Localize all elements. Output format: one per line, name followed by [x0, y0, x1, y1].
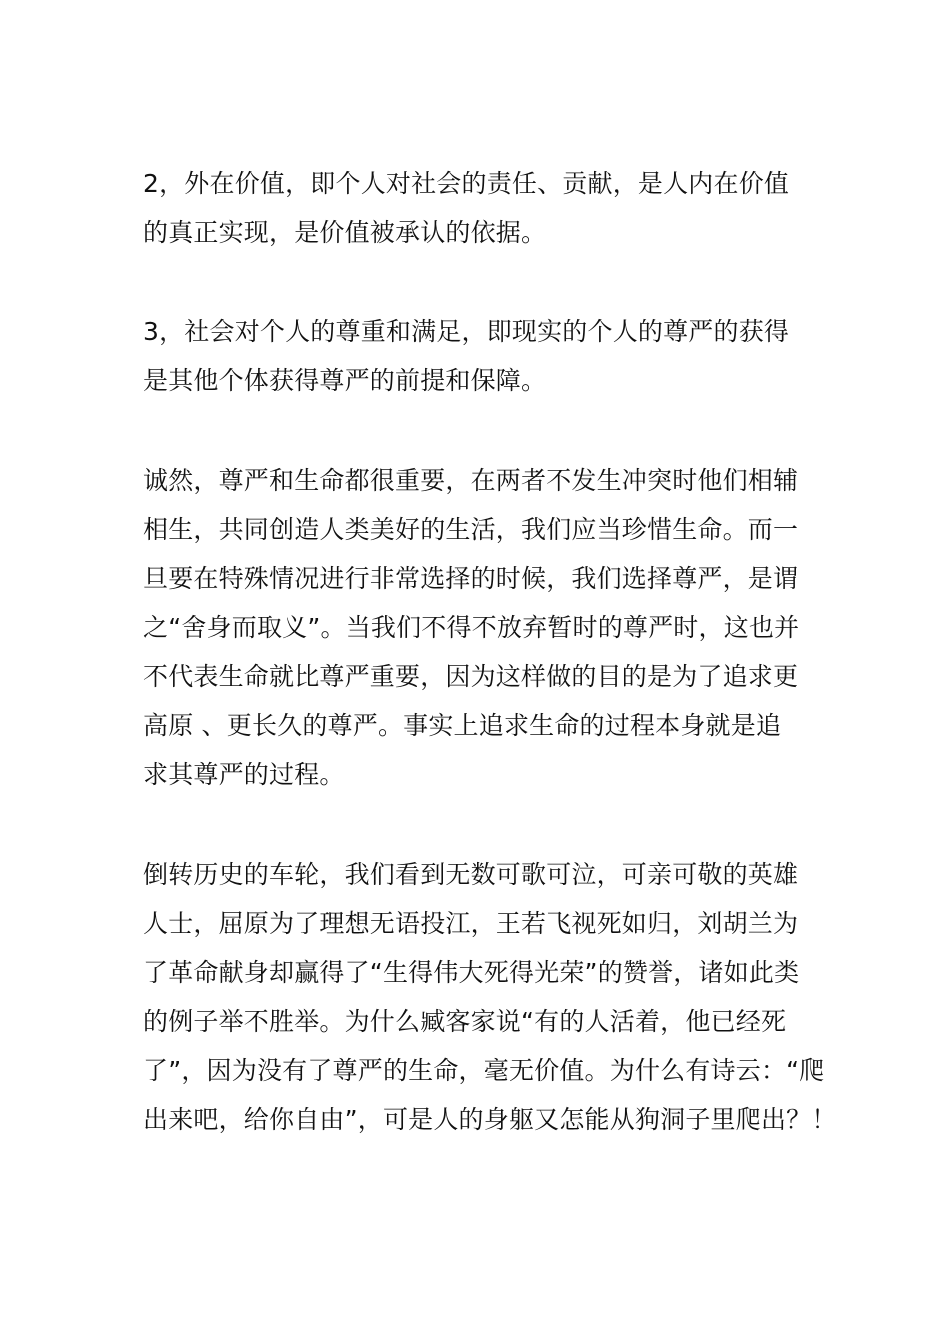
text-line: 3，社会对个人的尊重和满足，即现实的个人的尊严的获得	[143, 317, 790, 346]
paragraph-social-respect	[143, 307, 813, 405]
text-line: 的例子举不胜举。为什么臧客家说“有的人活着，他已经死	[143, 1007, 787, 1036]
text-line: 相生，共同创造人类美好的生活，我们应当珍惜生命。而一	[143, 515, 799, 544]
text-line: 之“舍身而取义”。当我们不得不放弃暂时的尊严时，这也并	[143, 613, 800, 642]
text-line: 不代表生命就比尊严重要，因为这样做的目的是为了追求更	[143, 662, 799, 691]
text-line: 诚然，尊严和生命都很重要，在两者不发生冲突时他们相辅	[143, 466, 799, 495]
text-line: 的真正实现，是价值被承认的依据。	[143, 218, 547, 247]
text-line: 高原 、更长久的尊严。事实上追求生命的过程本身就是追	[143, 711, 782, 740]
text-line: 出来吧，给你自由”，可是人的身躯又怎能从狗洞子里爬出？！	[143, 1105, 837, 1134]
text-line: 了革命献身却赢得了“生得伟大死得光荣”的赞誉，诸如此类	[143, 958, 800, 987]
text-line: 人士，屈原为了理想无语投江，王若飞视死如归，刘胡兰为	[143, 909, 799, 938]
paragraph-external-value	[143, 159, 813, 257]
text-line: 倒转历史的车轮，我们看到无数可歌可泣，可亲可敬的英雄	[143, 860, 799, 889]
text-line: 是其他个体获得尊严的前提和保障。	[143, 366, 547, 395]
text-line: 2，外在价值，即个人对社会的责任、贡献，是人内在价值	[143, 169, 790, 198]
text-line: 求其尊严的过程。	[143, 760, 345, 789]
text-line: 旦要在特殊情况进行非常选择的时候，我们选择尊严，是谓	[143, 564, 799, 593]
text-line: 了”，因为没有了尊严的生命，毫无价值。为什么有诗云：“爬	[143, 1056, 825, 1085]
paragraph-dignity-and-life	[143, 456, 813, 799]
paragraph-historical-heroes	[143, 850, 837, 1144]
